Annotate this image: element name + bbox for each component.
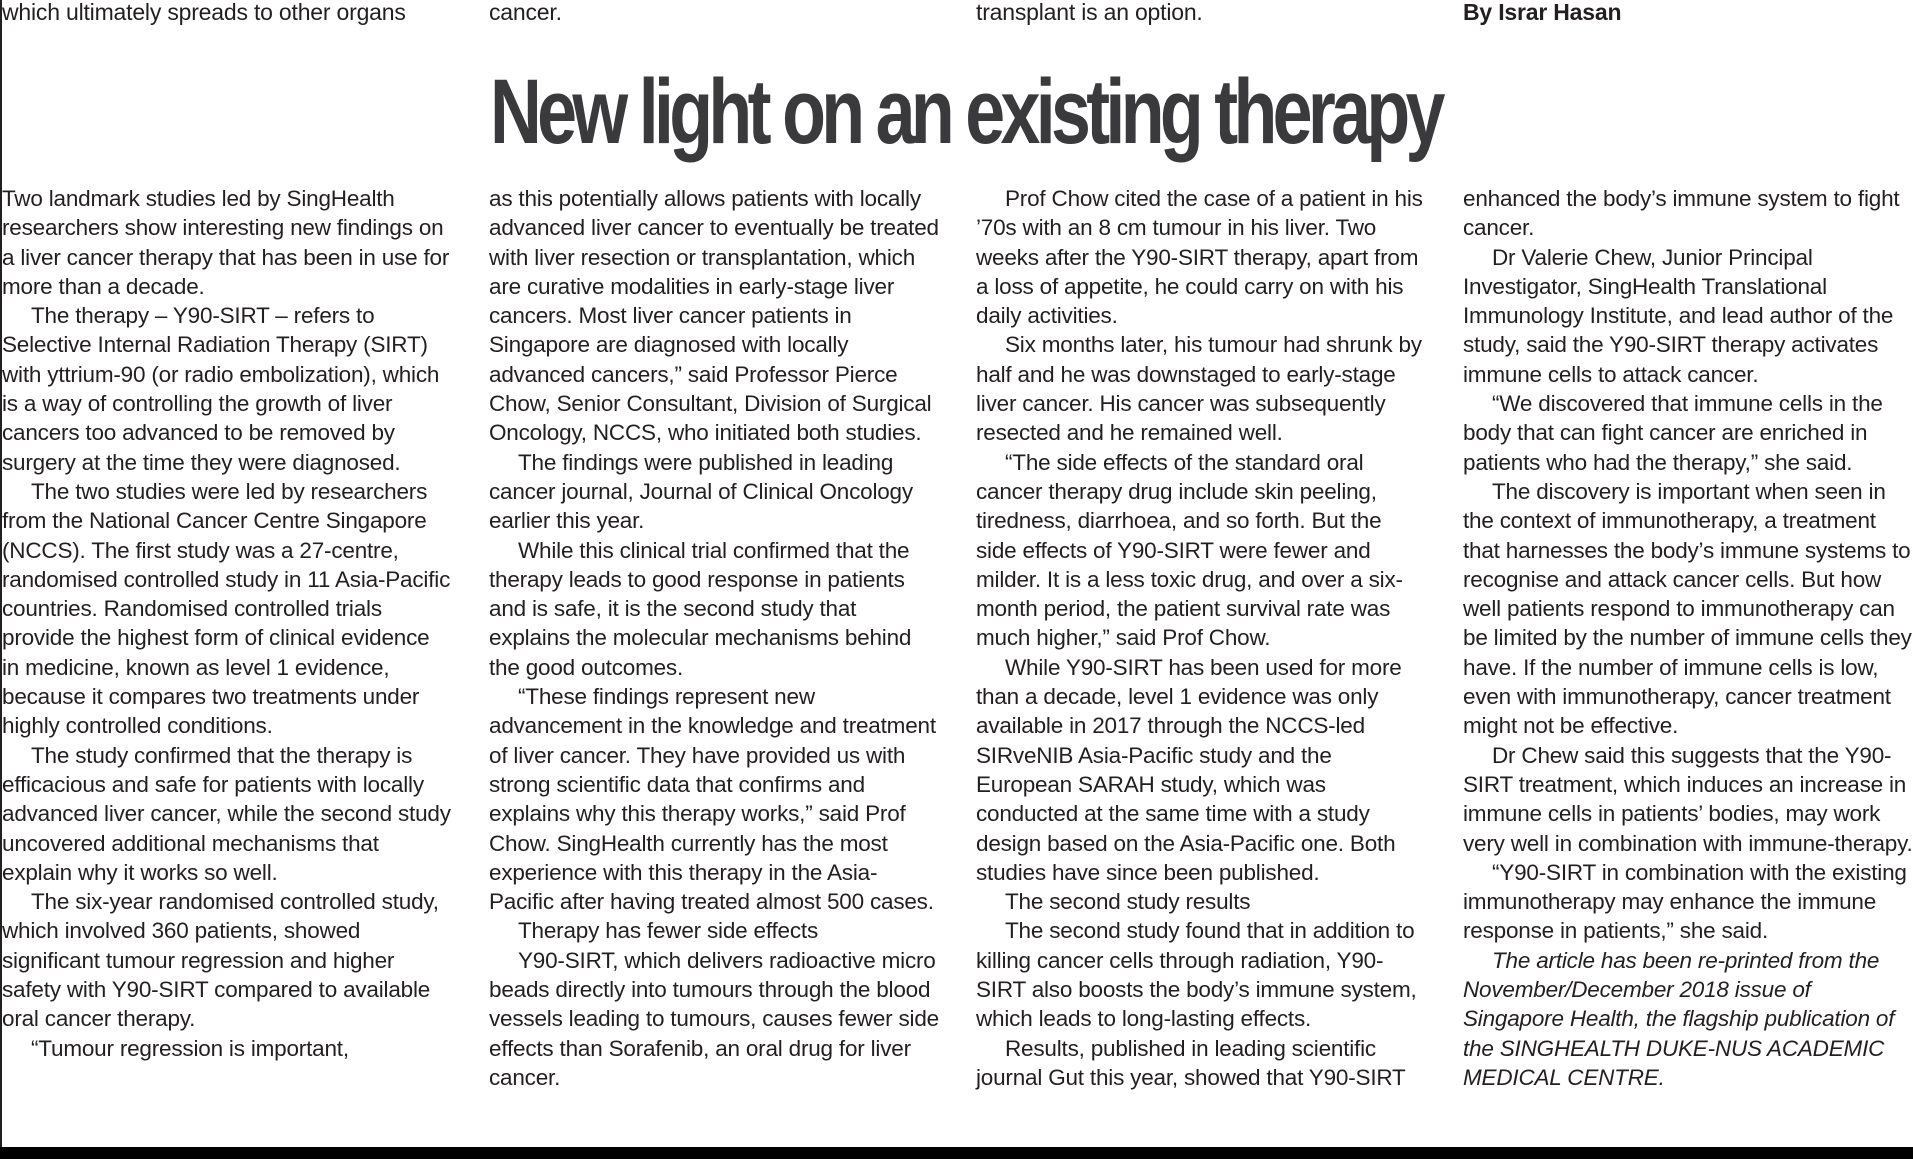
paragraph: “Y90-SIRT in combination with the existing immunotherapy may enhance the immune response in patients,” she said. bbox=[1463, 859, 1907, 944]
paragraph: The study confirmed that the therapy is efficacious and safe for patients with locally advanced liver cancer, while the second study uncovered additional mechanisms that explain why it works so well. bbox=[2, 742, 451, 885]
page-bottom-bar bbox=[0, 1147, 1913, 1159]
article-column-4 bbox=[1463, 184, 1913, 1092]
paragraph: Dr Valerie Chew, Junior Principal Investigator, SingHealth Translational Immunology Institute, and lead author of the study, said the Y90-SIRT therapy activates immune cells to attack cancer. bbox=[1463, 244, 1894, 387]
subheading: The second study results bbox=[1005, 889, 1251, 915]
subheading: Therapy has fewer side effects bbox=[518, 918, 818, 944]
article-column-3 bbox=[976, 184, 1426, 1092]
article-column-2 bbox=[489, 184, 939, 1092]
paragraph: While Y90-SIRT has been used for more than a decade, level 1 evidence was only available in 2017 through the NCCS-led SIRveNIB Asia-Pacific study and the European SARAH study, which was conducted at the same time with a study design based on the Asia-Pacific one. Both studies have since been published. bbox=[976, 654, 1402, 885]
top-fragment-col2: cancer. bbox=[489, 0, 562, 25]
paragraph: “These findings represent new advancement in the knowledge and treatment of liver cancer. They have provided us with strong scientific data that confirms and explains why this therapy works,” said Prof Chow. SingHealth currently has the most experience with this therapy in the Asia-Pacific after having treated almost 500 cases. bbox=[489, 684, 936, 915]
paragraph: The six-year randomised controlled study, which involved 360 patients, showed significant tumour regression and higher safety with Y90-SIRT compared to available oral cancer therapy. bbox=[2, 889, 439, 1032]
paragraph: “The side effects of the standard oral cancer therapy drug include skin peeling, tiredness, diarrhoea, and so forth. But the side effects of Y90-SIRT were fewer and milder. It is a less toxic drug, and over a six-month period, the patient survival rate was much higher,” said Prof Chow. bbox=[976, 449, 1403, 651]
paragraph: The findings were published in leading cancer journal, Journal of Clinical Oncology earlier this year. bbox=[489, 449, 913, 534]
byline: By Israr Hasan bbox=[1463, 0, 1622, 25]
paragraph: Dr Chew said this suggests that the Y90-SIRT treatment, which induces an increase in immune cells in patients’ bodies, may work very well in combination with immune-therapy. bbox=[1463, 742, 1913, 856]
headline: New light on an existing therapy bbox=[490, 61, 1441, 163]
paragraph: “We discovered that immune cells in the body that can fight cancer are enriched in patients who had the therapy,” she said. bbox=[1463, 391, 1883, 475]
paragraph: While this clinical trial confirmed that the therapy leads to good response in patients and is safe, it is the second study that explains the molecular mechanisms behind the good outcomes. bbox=[489, 537, 912, 680]
paragraph: The therapy – Y90-SIRT – refers to Selective Internal Radiation Therapy (SIRT) with yttrium-90 (or radio embolization), which is a way of controlling the growth of liver cancers too advanced to be removed by surgery at the time they were diagnosed. bbox=[2, 303, 440, 475]
paragraph: Two landmark studies led by SingHealth researchers show interesting new findings on a liver cancer therapy that has been in use for more than a decade. bbox=[2, 186, 450, 299]
paragraph: enhanced the body’s immune system to fight cancer. bbox=[1463, 186, 1900, 241]
article-column-1 bbox=[2, 184, 452, 1063]
paragraph: The discovery is important when seen in the context of immunotherapy, a treatment that harnesses the body’s immune systems to recognise and attack cancer cells. But how well patients respond to immunotherapy can be limited by the number of immune cells they have. If the number of immune cells is low, even with immunotherapy, cancer treatment might not be effective. bbox=[1463, 478, 1912, 739]
paragraph: Prof Chow cited the case of a patient in his ’70s with an 8 cm tumour in his liver. Two weeks after the Y90-SIRT therapy, apart from a loss of appetite, he could carry on with his daily activities. bbox=[976, 186, 1423, 329]
top-fragment-col3: transplant is an option. bbox=[976, 0, 1203, 25]
paragraph: Six months later, his tumour had shrunk by half and he was downstaged to early-stage liver cancer. His cancer was subsequently resected and he remained well. bbox=[976, 332, 1422, 446]
reprint-credit: The article has been re-printed from the November/December 2018 issue of Singapore Health, the flagship publication of the SINGHEALTH DUKE-NUS ACADEMIC MEDICAL CENTRE. bbox=[1463, 947, 1895, 1090]
paragraph: as this potentially allows patients with locally advanced liver cancer to eventually be treated with liver resection or transplantation, which are curative modalities in early-stage liver cancers. Most liver cancer patients in Singapore are diagnosed with locally advanced cancers,” said Professor Pierce Chow, Senior Consultant, Division of Surgical Oncology, NCCS, who initiated both studies. bbox=[489, 186, 939, 446]
paragraph: Results, published in leading scientific journal Gut this year, showed that Y90-SIRT bbox=[976, 1035, 1406, 1090]
paragraph: The two studies were led by researchers from the National Cancer Centre Singapore (NCCS). The first study was a 27-centre, randomised controlled study in 11 Asia-Pacific countries. Randomised controlled trials provide the highest form of clinical evidence in medicine, known as level 1 evidence, because it compares two treatments under highly controlled conditions. bbox=[2, 478, 451, 739]
top-fragment-col1: which ultimately spreads to other organs bbox=[2, 0, 406, 25]
paragraph: Y90-SIRT, which delivers radioactive micro beads directly into tumours through the blood vessels leading to tumours, causes fewer side effects than Sorafenib, an oral drug for liver cancer. bbox=[489, 947, 939, 1090]
paragraph: “Tumour regression is important, bbox=[31, 1035, 349, 1061]
paragraph: The second study found that in addition to killing cancer cells through radiation, Y90-SIRT also boosts the body’s immune system, which leads to long-lasting effects. bbox=[976, 918, 1417, 1032]
